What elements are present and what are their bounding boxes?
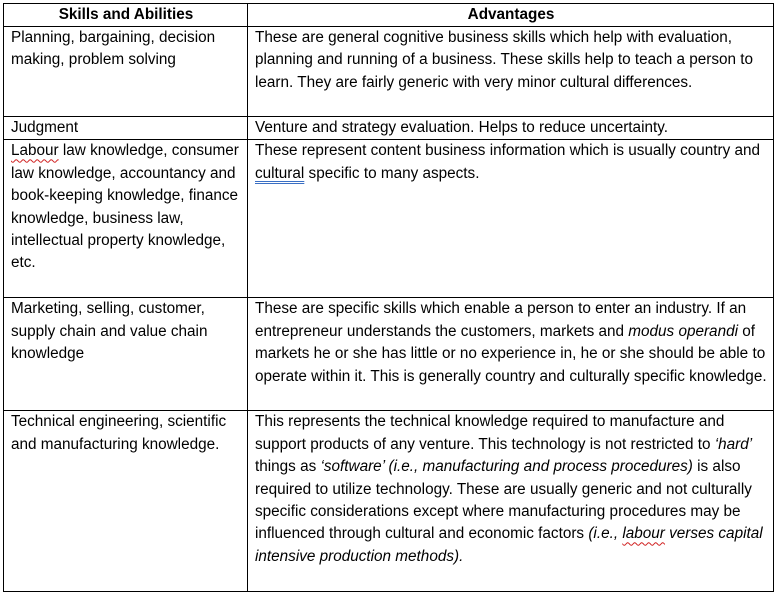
spellcheck-word: Labour	[11, 142, 59, 160]
advantage-cell	[248, 140, 774, 298]
italic-term: verses capital intensive production methods).	[255, 525, 763, 565]
skills-advantages-table	[3, 3, 774, 592]
advantage-text: is also required to utilize technology. These are usually generic and not culturally specific considerations except where manufacturing procedures may be influenced through cultural and economic factors	[255, 458, 752, 543]
advantage-cell	[248, 298, 774, 411]
skill-cell: Technical engineering, scientific and manufacturing knowledge.	[4, 411, 248, 592]
advantage-cell	[248, 411, 774, 592]
table-row	[4, 411, 774, 592]
spellcheck-word: labour	[622, 525, 665, 543]
advantage-cell: These are general cognitive business skills which help with evaluation, planning and running of a business. These skills help to teach a person to learn. They are fairly generic with very minor cultural differences.	[248, 27, 774, 117]
advantage-text: This represents the technical knowledge required to manufacture and support products of any venture. This technology is not restricted to	[255, 413, 725, 453]
advantage-text: specific to many aspects.	[304, 164, 480, 182]
header-advantages: Advantages	[248, 4, 774, 27]
italic-term: (i.e.,	[588, 525, 623, 543]
advantage-cell: Venture and strategy evaluation. Helps to reduce uncertainty.	[248, 117, 774, 140]
header-skills: Skills and Abilities	[4, 4, 248, 27]
grammar-flag-word: cultural	[255, 164, 305, 182]
table-row	[4, 298, 774, 411]
skill-cell: Planning, bargaining, decision making, problem solving	[4, 27, 248, 117]
advantage-text: These represent content business information which is usually country and	[255, 142, 761, 160]
table-row	[4, 117, 774, 140]
header-row	[4, 4, 774, 27]
skill-cell: Marketing, selling, customer, supply chain and value chain knowledge	[4, 298, 248, 411]
skill-cell	[4, 140, 248, 298]
italic-term: modus operandi	[628, 322, 738, 340]
table-row	[4, 140, 774, 298]
skill-text: law knowledge, consumer law knowledge, accountancy and book-keeping knowledge, finance knowledge, business law, intellectual property knowledge, etc.	[11, 142, 239, 272]
table-row	[4, 27, 774, 117]
advantage-text: of markets he or she has little or no experience in, he or she should be able to operate within it. This is generally country and culturally specific knowledge.	[255, 322, 767, 385]
italic-term: ‘hard’	[714, 435, 753, 453]
advantage-text: These are specific skills which enable a person to enter an industry. If an entrepreneur understands the customers, markets and	[255, 300, 747, 340]
italic-term: ‘software’ (i.e., manufacturing and process procedures)	[320, 458, 693, 476]
skill-cell: Judgment	[4, 117, 248, 140]
advantage-text: things as	[255, 458, 321, 476]
